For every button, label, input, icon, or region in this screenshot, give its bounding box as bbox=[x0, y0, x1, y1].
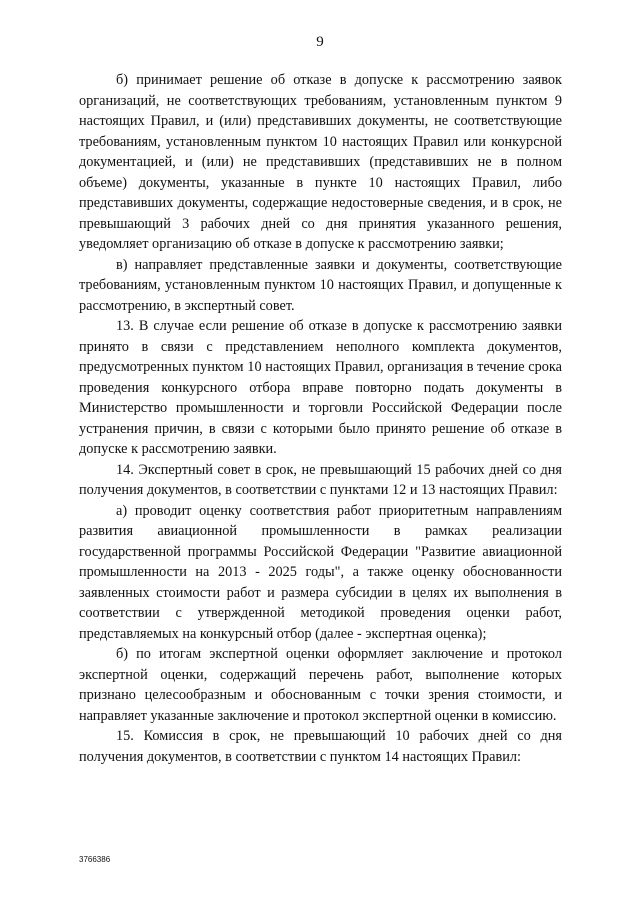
document-code: 3766386 bbox=[79, 855, 111, 864]
paragraph-14a: а) проводит оценку соответствия работ приоритетным направлениям развития авиационной промышленности в рамках реализации государственной программы Российской Федерации "Развитие авиационной промышленности на 2013 - 2025 годы", а также оценку обоснованности заявленных стоимости работ и размера субсидии в целях их выполнения в соответствии с утвержденной методикой проведения оценки работ, представляемых на конкурсный отбор (далее - экспертная оценка); bbox=[79, 502, 562, 642]
paragraph-14: 14. Экспертный совет в срок, не превышающий 15 рабочих дней со дня получения документов, в соответствии с пунктами 12 и 13 настоящих Правил: bbox=[79, 461, 562, 498]
paragraph-13: 13. В случае если решение об отказе в допуске к рассмотрению заявки принято в связи с представлением неполного комплекта документов, предусмотренных пунктом 10 настоящих Правил, организация в течение срока проведения конкурсного отбора вправе повторно подать документы в Министерство промышленности и торговли Российской Федерации после устранения причин, в связи с которыми было принято решение об отказе в допуске к рассмотрению заявки. bbox=[79, 318, 562, 457]
document-body bbox=[79, 70, 562, 767]
paragraph-14b: б) по итогам экспертной оценки оформляет заключение и протокол экспертной оценки, содержащий перечень работ, выполнение которых признано целесообразным и обоснованным с точки зрения стоимости, и направляет указанные заключение и протокол экспертной оценки в комиссию. bbox=[79, 646, 562, 724]
paragraph-12v: в) направляет представленные заявки и документы, соответствующие требованиям, установленным пунктом 10 настоящих Правил, и допущенные к рассмотрению, в экспертный совет. bbox=[79, 256, 562, 314]
paragraph-12b: б) принимает решение об отказе в допуске к рассмотрению заявок организаций, не соответствующих требованиям, установленным пунктом 9 настоящих Правил, и (или) представивших документы, не соответствующие требованиям, установленным пунктом 10 настоящих Правил или конкурсной документацией, и (или) не представивших (представивших не в полном объеме) документы, указанные в пункте 10 настоящих Правил, либо представивших документы, содержащие недостоверные сведения, и в срок, не превышающий 3 рабочих дней со дня принятия указанного решения, уведомляет организацию об отказе в допуске к рассмотрению заявки; bbox=[79, 72, 562, 252]
paragraph-15: 15. Комиссия в срок, не превышающий 10 рабочих дней со дня получения документов, в соответствии с пунктом 14 настоящих Правил: bbox=[79, 728, 562, 765]
page-number: 9 bbox=[316, 34, 324, 50]
